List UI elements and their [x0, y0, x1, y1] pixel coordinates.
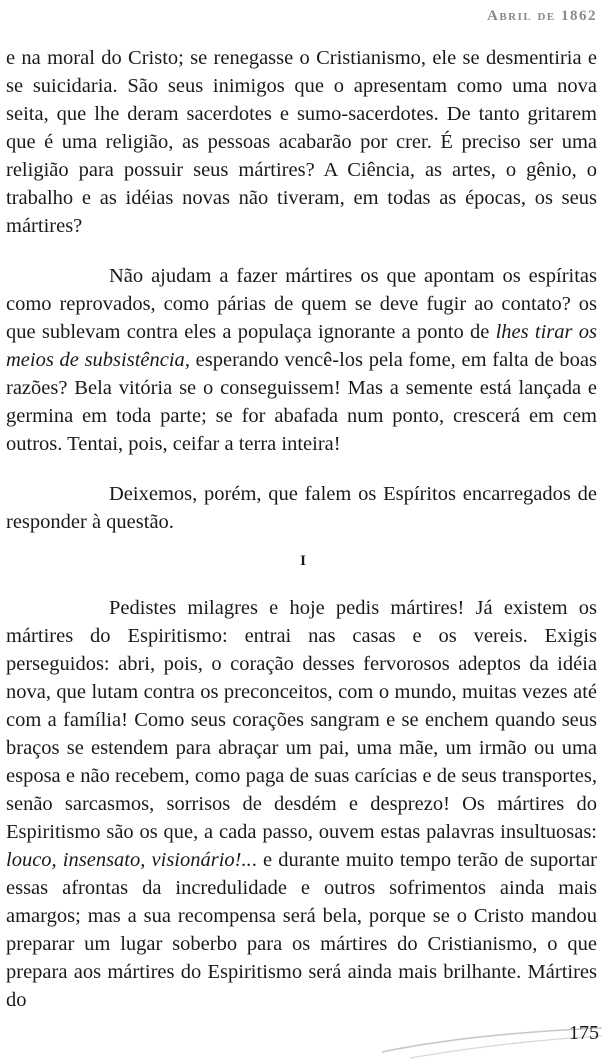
paragraph-text: . e durante muito tempo terão de suportar essas afrontas da incredulidade e outros sofrimentos ainda mais amargos; mas a sua recompensa será bela, porque se o Cristo mandou preparar um lugar soberbo para os mártires do Cristianismo, o que prepara aos mártires do Espiritismo será ainda mais brilhante. Mártires do [6, 849, 597, 1011]
section-number: I [300, 553, 307, 569]
paragraph-continuation: e na moral do Cristo; se renegasse o Cristianismo, ele se desmentiria e se suicidaria. São seus inimigos que o apresentam como uma nova seita, que lhe deram sacerdotes e sumo-sacerdotes. De tanto gritarem que é uma religião, as pessoas acabarão por crer. É preciso ser uma religião para possuir seus mártires? A Ciência, as artes, o gênio, o trabalho e as idéias novas não tiveram, em todas as épocas, os seus mártires? [6, 47, 597, 237]
paragraph-spirit-message [6, 594, 597, 1014]
italic-phrase: louco, insensato, visionário!.. [6, 849, 252, 871]
paragraph-spirits-intro: Deixemos, porém, que falem os Espíritos encarregados de responder à questão. [6, 483, 597, 533]
page-number: 175 [569, 1022, 599, 1044]
paragraph-text: Não ajudam a fazer mártires os que apontam os espíritas como reprovados, como párias de quem se deve fugir ao contato? os que sublevam contra eles a populaça ignorante a ponto de [6, 265, 597, 343]
paragraph-text: Pedistes milagres e hoje pedis mártires! Já existem os mártires do Espiritismo: entrai nas casas e os vereis. Exigis perseguidos: abri, pois, o coração desses fervorosos adeptos da idéia nova, que lutam contra os preconceitos, com o mundo, muitas vezes até com a família! Como seus corações sangram e se enchem quando seus braços se estendem para abraçar um pai, uma mãe, um irmão ou uma esposa e não recebem, como paga de suas carícias e de seus transportes, senão sarcasmos, sorrisos de desdém e desprezo! Os mártires do Espiritismo são os que, a cada passo, ouvem estas palavras insultuosas: [6, 597, 597, 843]
paragraph-martyrs-question [6, 262, 597, 458]
running-header: Abril de 1862 [486, 8, 597, 24]
italic-phrase: lhes tirar os meios de subsistência [6, 321, 597, 371]
paragraph-text: , esperando vencê-los pela fome, em falta de boas razões? Bela vitória se o conseguissem! Mas a semente está lançada e germina em toda parte; se for abafada num ponto, crescerá em cem outros. Tentai, pois, ceifar a terra inteira! [6, 349, 597, 455]
